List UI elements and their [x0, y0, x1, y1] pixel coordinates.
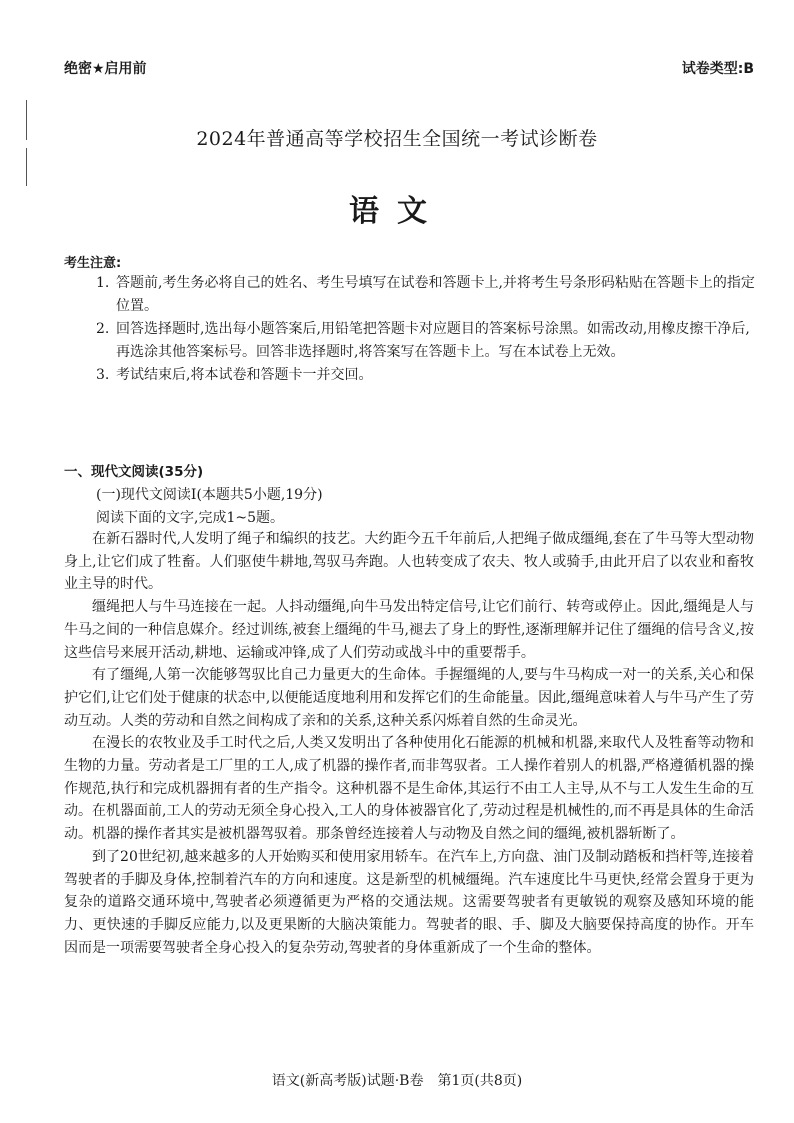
page-header [64, 58, 754, 78]
confidential-label: 绝密★启用前 [64, 61, 147, 77]
notice-item [96, 318, 756, 364]
passage-paragraph: 在新石器时代,人发明了绳子和编织的技艺。大约距今五千年前后,人把绳子做成缰绳,套在了牛马等大型动物身上,让它们成了牲畜。人们驱使牛耕地,驾驭马奔跑。人也转变成了农夫、牧人或骑手,由此开启了以农业和畜牧业主导的时代。 [64, 531, 754, 593]
passage-paragraph: 有了缰绳,人第一次能够驾驭比自己力量更大的生命体。手握缰绳的人,要与牛马构成一对一的关系,关心和保护它们,让它们处于健康的状态中,以便能适度地利用和发挥它们的生命能量。因此,缰绳意味着人与牛马产生了劳动互动。人类的劳动和自然之间构成了亲和的关系,这种关系闪烁着自然的生命灵光。 [64, 667, 754, 729]
passage-paragraph: 缰绳把人与牛马连接在一起。人抖动缰绳,向牛马发出特定信号,让它们前行、转弯或停止。因此,缰绳是人与牛马之间的一种信息媒介。经过训练,被套上缰绳的牛马,褪去了身上的野性,逐渐理解并记住了缰绳的信号含义,按这些信号来展开活动,耕地、运输或冲锋,成了人们劳动或战斗中的重要帮手。 [64, 599, 754, 661]
notice-item-number: 1. [96, 275, 110, 291]
exam-title: 2024年普通高等学校招生全国统一考试诊断卷 [196, 128, 598, 150]
subject-title: 语文 [349, 194, 445, 229]
notice-item-text: 答题前,考生务必将自己的姓名、考生号填写在试卷和答题卡上,并将考生号条形码粘贴在答题卡上的指定位置。 [116, 275, 755, 314]
notice-item-number: 3. [96, 367, 110, 383]
notice-item-number: 2. [96, 321, 110, 337]
passage-paragraph: 在漫长的农牧业及手工时代之后,人类又发明出了各种使用化石能源的机械和机器,来取代人及牲畜等动物和生物的力量。劳动者是工厂里的工人,成了机器的操作者,而非驾驭者。工人操作着别人的机器,严格遵循机器的操作规范,执行和完成机器拥有者的生产指令。这种机器不是生命体,其运行不由工人主导,从不与工人发生生命的互动。在机器面前,工人的劳动无须全身心投入,工人的身体被器官化了,劳动过程是机械性的,而不再是具体的生命活动。机器的操作者其实是被机器驾驭着。那条曾经连接着人与动物及自然之间的缰绳,被机器斩断了。 [64, 735, 754, 843]
notice-heading: 考生注意: [64, 256, 122, 271]
notice-list [96, 272, 756, 387]
notice-item-text: 考试结束后,将本试卷和答题卡一并交回。 [116, 367, 373, 383]
margin-line [26, 148, 27, 186]
paper-type-label: 试卷类型:B [681, 61, 754, 77]
notice-item [96, 364, 756, 387]
notice-item [96, 272, 756, 318]
page-footer: 语文(新高考版)试题·B卷 第1页(共8页) [271, 1073, 523, 1089]
notice-item-text: 回答选择题时,选出每小题答案后,用铅笔把答题卡对应题目的答案标号涂黑。如需改动,用橡皮擦干净后,再选涂其他答案标号。回答非选择题时,将答案写在答题卡上。写在本试卷上无效。 [116, 321, 750, 360]
reading-instruction: 阅读下面的文字,完成1~5题。 [96, 510, 284, 526]
passage-paragraph: 到了20世纪初,越来越多的人开始购买和使用家用轿车。在汽车上,方向盘、油门及制动踏板和挡杆等,连接着驾驶者的手脚及身体,控制着汽车的方向和速度。这是新型的机械缰绳。汽车速度比牛马更快,经常会置身于更为复杂的道路交通环境中,驾驶者必须遵循更为严格的交通法规。这需要驾驶者有更敏锐的观察及感知环境的能力、更快速的手脚反应能力,以及更果断的大脑决策能力。驾驶者的眼、手、脚及大脑要保持高度的协作。开车因而是一项需要驾驶者全身心投入的复杂劳动,驾驶者的身体重新成了一个生命的整体。 [64, 848, 754, 956]
sub-section-heading: (一)现代文阅读Ⅰ(本题共5小题,19分) [96, 487, 323, 503]
reading-passage [64, 528, 754, 959]
section-heading: 一、现代文阅读(35分) [64, 464, 204, 480]
